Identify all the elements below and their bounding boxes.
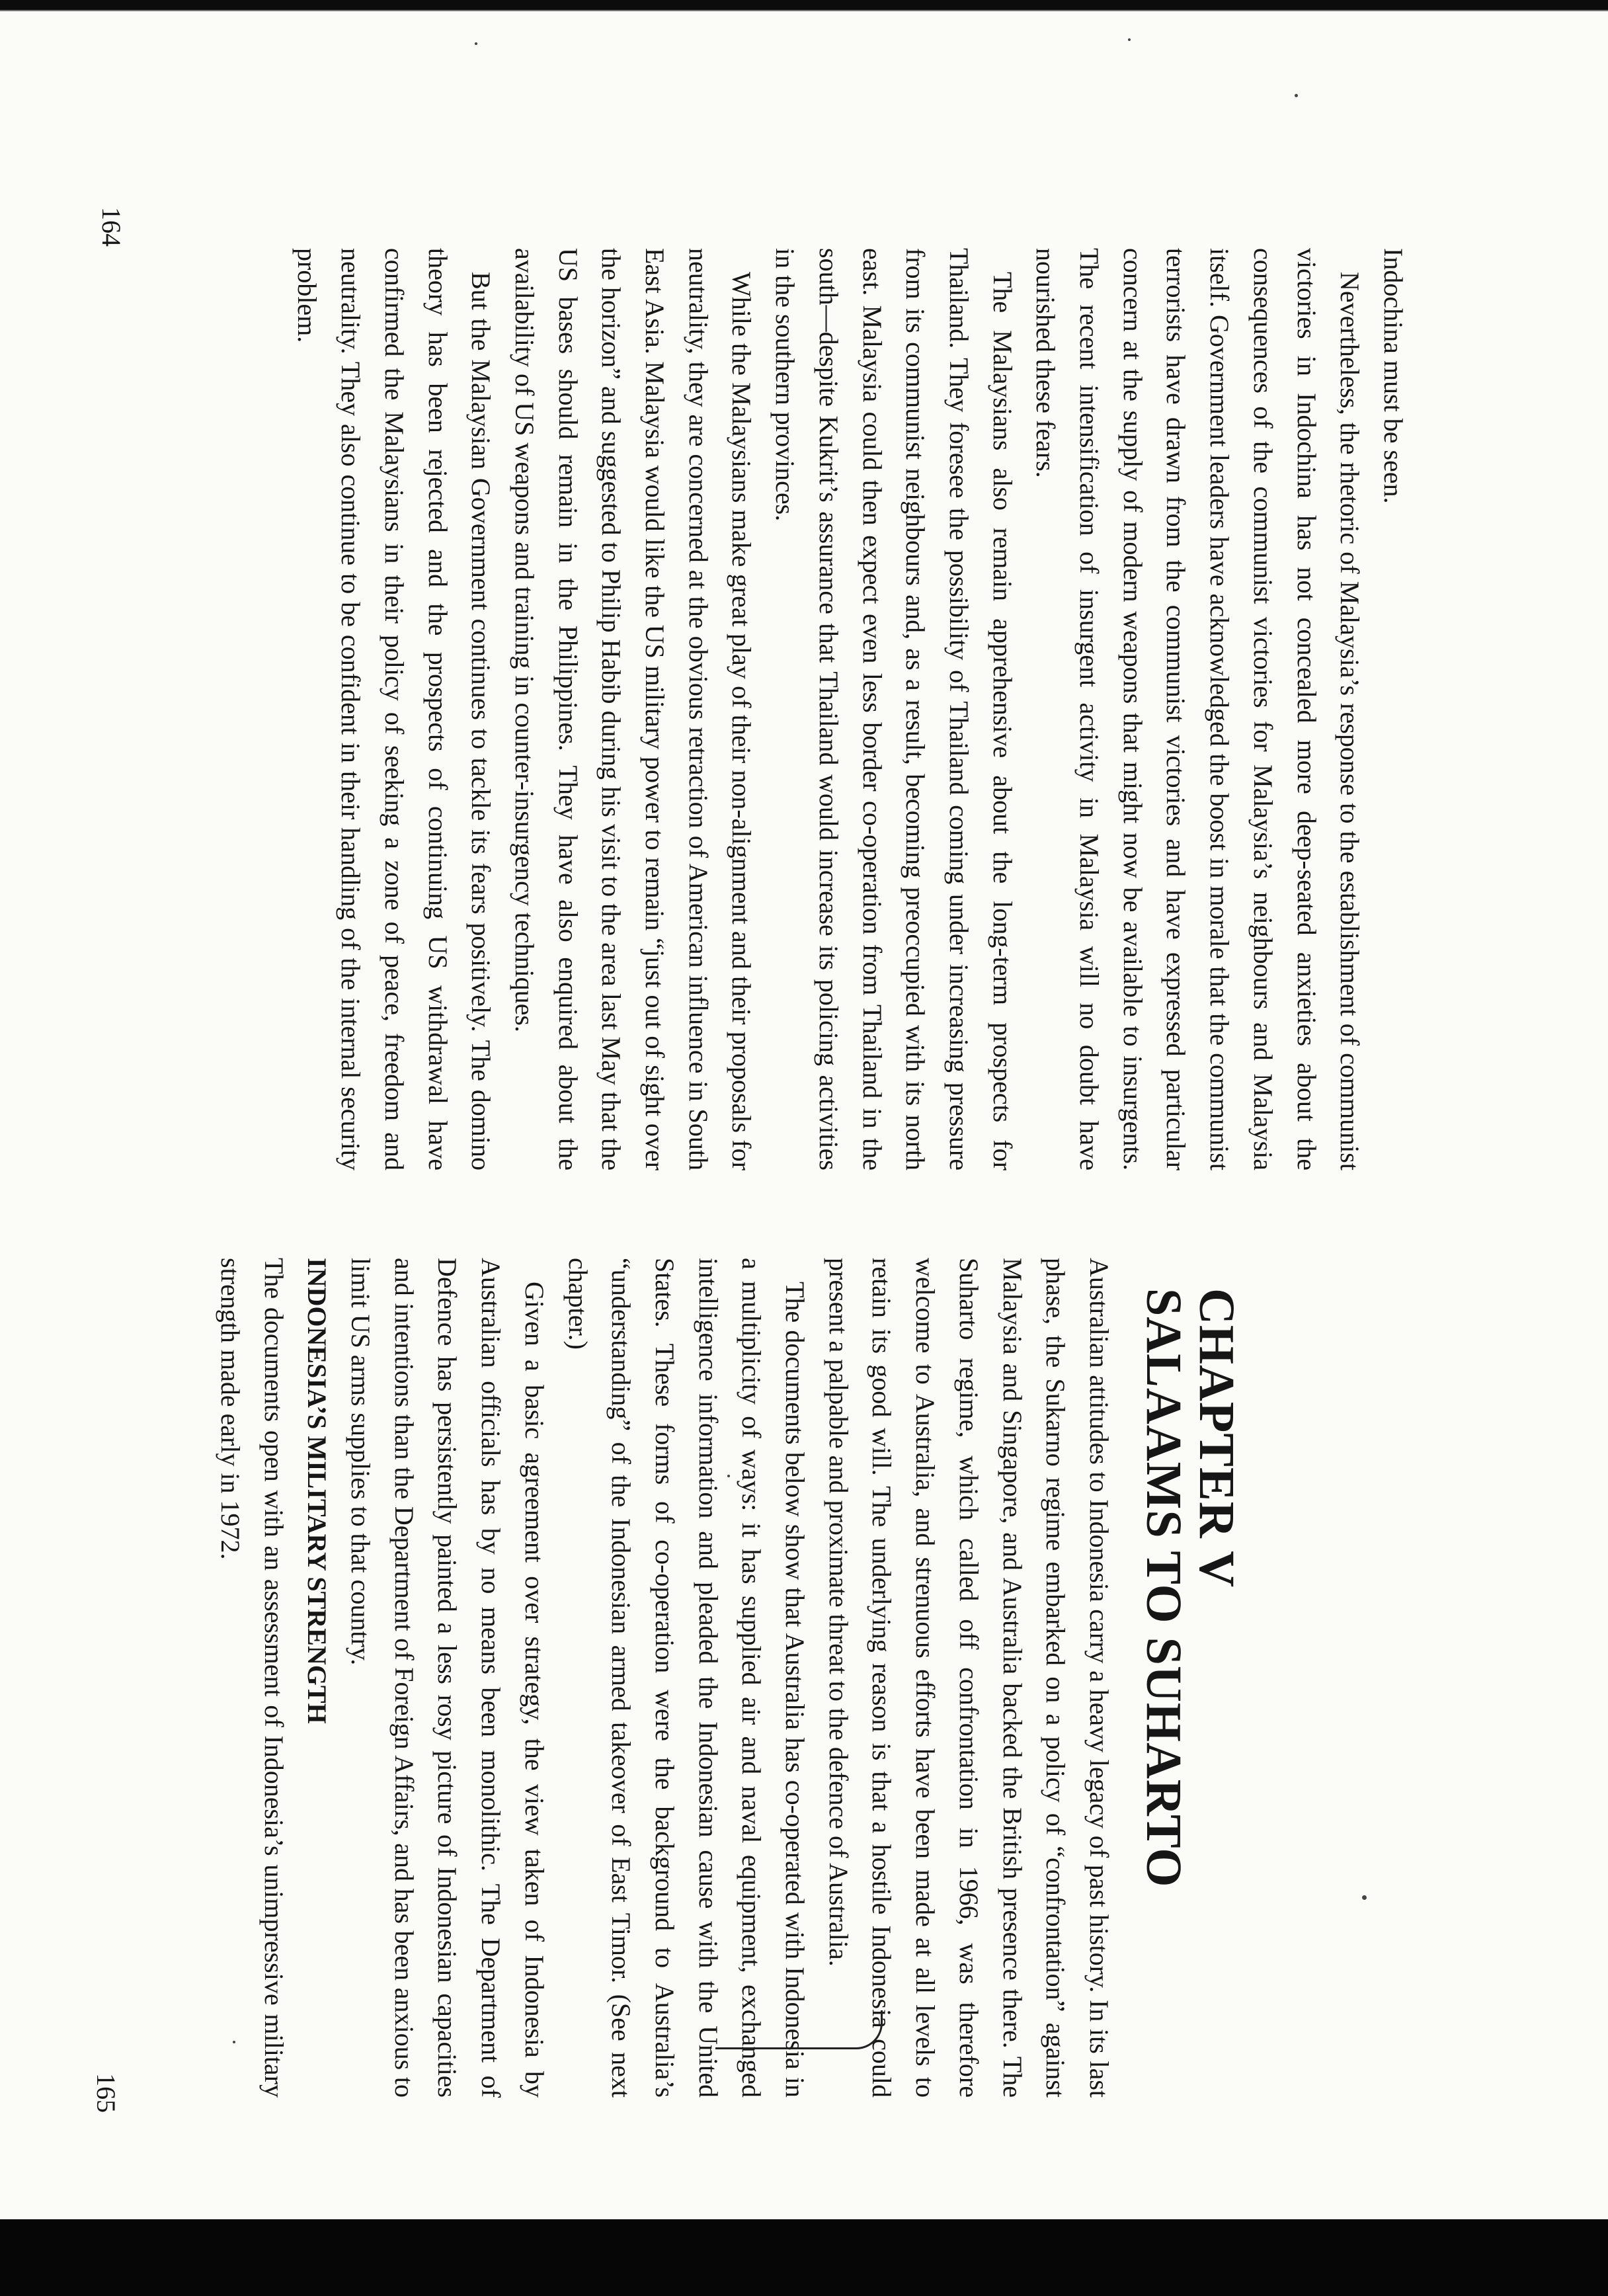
scan-speck bbox=[1295, 94, 1298, 97]
scan-speck bbox=[1362, 1895, 1367, 1900]
paragraph: Indochina must be seen. bbox=[1379, 248, 1408, 504]
chapter-title: SALAAMS TO SUHARTO bbox=[1136, 1288, 1191, 1888]
chapter-label: CHAPTER V bbox=[1189, 1288, 1244, 1588]
paragraph: Nevertheless, the rhetoric of Malaysia’s response to the establishment of communist victories in Indochina has not concealed more deep-seated anxieties about the consequences of the communist victories for Malaysia’s neighbours and Malaysia itself. Government leaders have acknowledged the boost in morale that the communist terrorists have drawn from the communist victories and have expressed particular concern at the supply of modern weapons that might now be available to insurgents. The recent intensification of insurgent activity in Malaysia will no doubt have nourished these fears. bbox=[1031, 248, 1365, 1170]
paragraph: The Malaysians also remain apprehensive about the long-term prospects for Thailand. They foresee the possibility of Thailand coming under increasing pressure from its communist neighbours and, as a result, becoming preoccupied with its north east. Malaysia could then expect even less border co-operation from Thailand in the south—despite Kukrit’s assurance that Thailand would increase its policing activities in the southern provinces. bbox=[770, 248, 1018, 1170]
scan-bottom-edge bbox=[0, 2219, 1608, 2296]
chapter-heading bbox=[1137, 1288, 1243, 2082]
scan-speck bbox=[1128, 38, 1131, 41]
scan-speck bbox=[475, 42, 477, 45]
margin-bracket bbox=[715, 2010, 883, 2049]
paragraph: Given a basic agreement over strategy, the view taken of Indonesia by Australian officials has by no means been monolithic. The Department of Defence has persistently painted a less rosy picture of Indonesian capacities and intentions than the Department of Foreign Affairs, and has been anxious to limit US arms supplies to that country. bbox=[346, 1258, 549, 2098]
left-page-body bbox=[286, 248, 1415, 1170]
paragraph: While the Malaysians make great play of their non-alignment and their proposals for neutrality, they are concerned at the obvious retraction of American influence in South East Asia. Malaysia would like the US military power to remain “just out of sight over the horizon” and suggested to Philip Habib during his visit to the area last May that the US bases should remain in the Philippines. They have also enquired about the availability of US weapons and training in counter-insurgency techniques. bbox=[509, 248, 757, 1170]
page-number-left: 164 bbox=[97, 207, 126, 247]
paragraph: The documents below show that Australia has co-operated with Indonesia in a multiplicity of ways: it has supplied air and naval equipment, exchanged intelligence information and pleaded the Indonesian cause with the United States. These forms of co-operation were the background to Australia’s “understanding” of the Indonesian armed takeover of East Timor. (See next chapter.) bbox=[563, 1258, 811, 2098]
section-heading: INDONESIA’S MILITARY STRENGTH bbox=[302, 1258, 333, 1724]
paragraph: Australian attitudes to Indonesia carry a heavy legacy of past history. In its last phase, the Sukarno regime embarked on a policy of “confrontation” against Malaysia and Singapore, and Australia backed the British presence there. The Suharto regime, which called off confrontation in 1966, was therefore welcome to Australia, and strenuous efforts have been made at all levels to retain its good will. The underlying reason is that a hostile Indonesia could present a palpable and proximate threat to the defence of Australia. bbox=[823, 1258, 1114, 2098]
scan-top-edge bbox=[0, 0, 1608, 20]
page-number-right: 165 bbox=[91, 2073, 121, 2113]
paragraph: The documents open with an assessment of Indonesia’s unimpressive military strength made early in 1972. bbox=[215, 1258, 289, 2098]
paragraph: But the Malaysian Government continues to tackle its fears positively. The domino theory has been rejected and the prospects of continuing US withdrawal have confirmed the Malaysians in their policy of seeking a zone of peace, freedom and neutrality. They also continue to be confident in their handling of the internal security problem. bbox=[292, 248, 497, 1170]
right-page-body bbox=[208, 1258, 1121, 2098]
